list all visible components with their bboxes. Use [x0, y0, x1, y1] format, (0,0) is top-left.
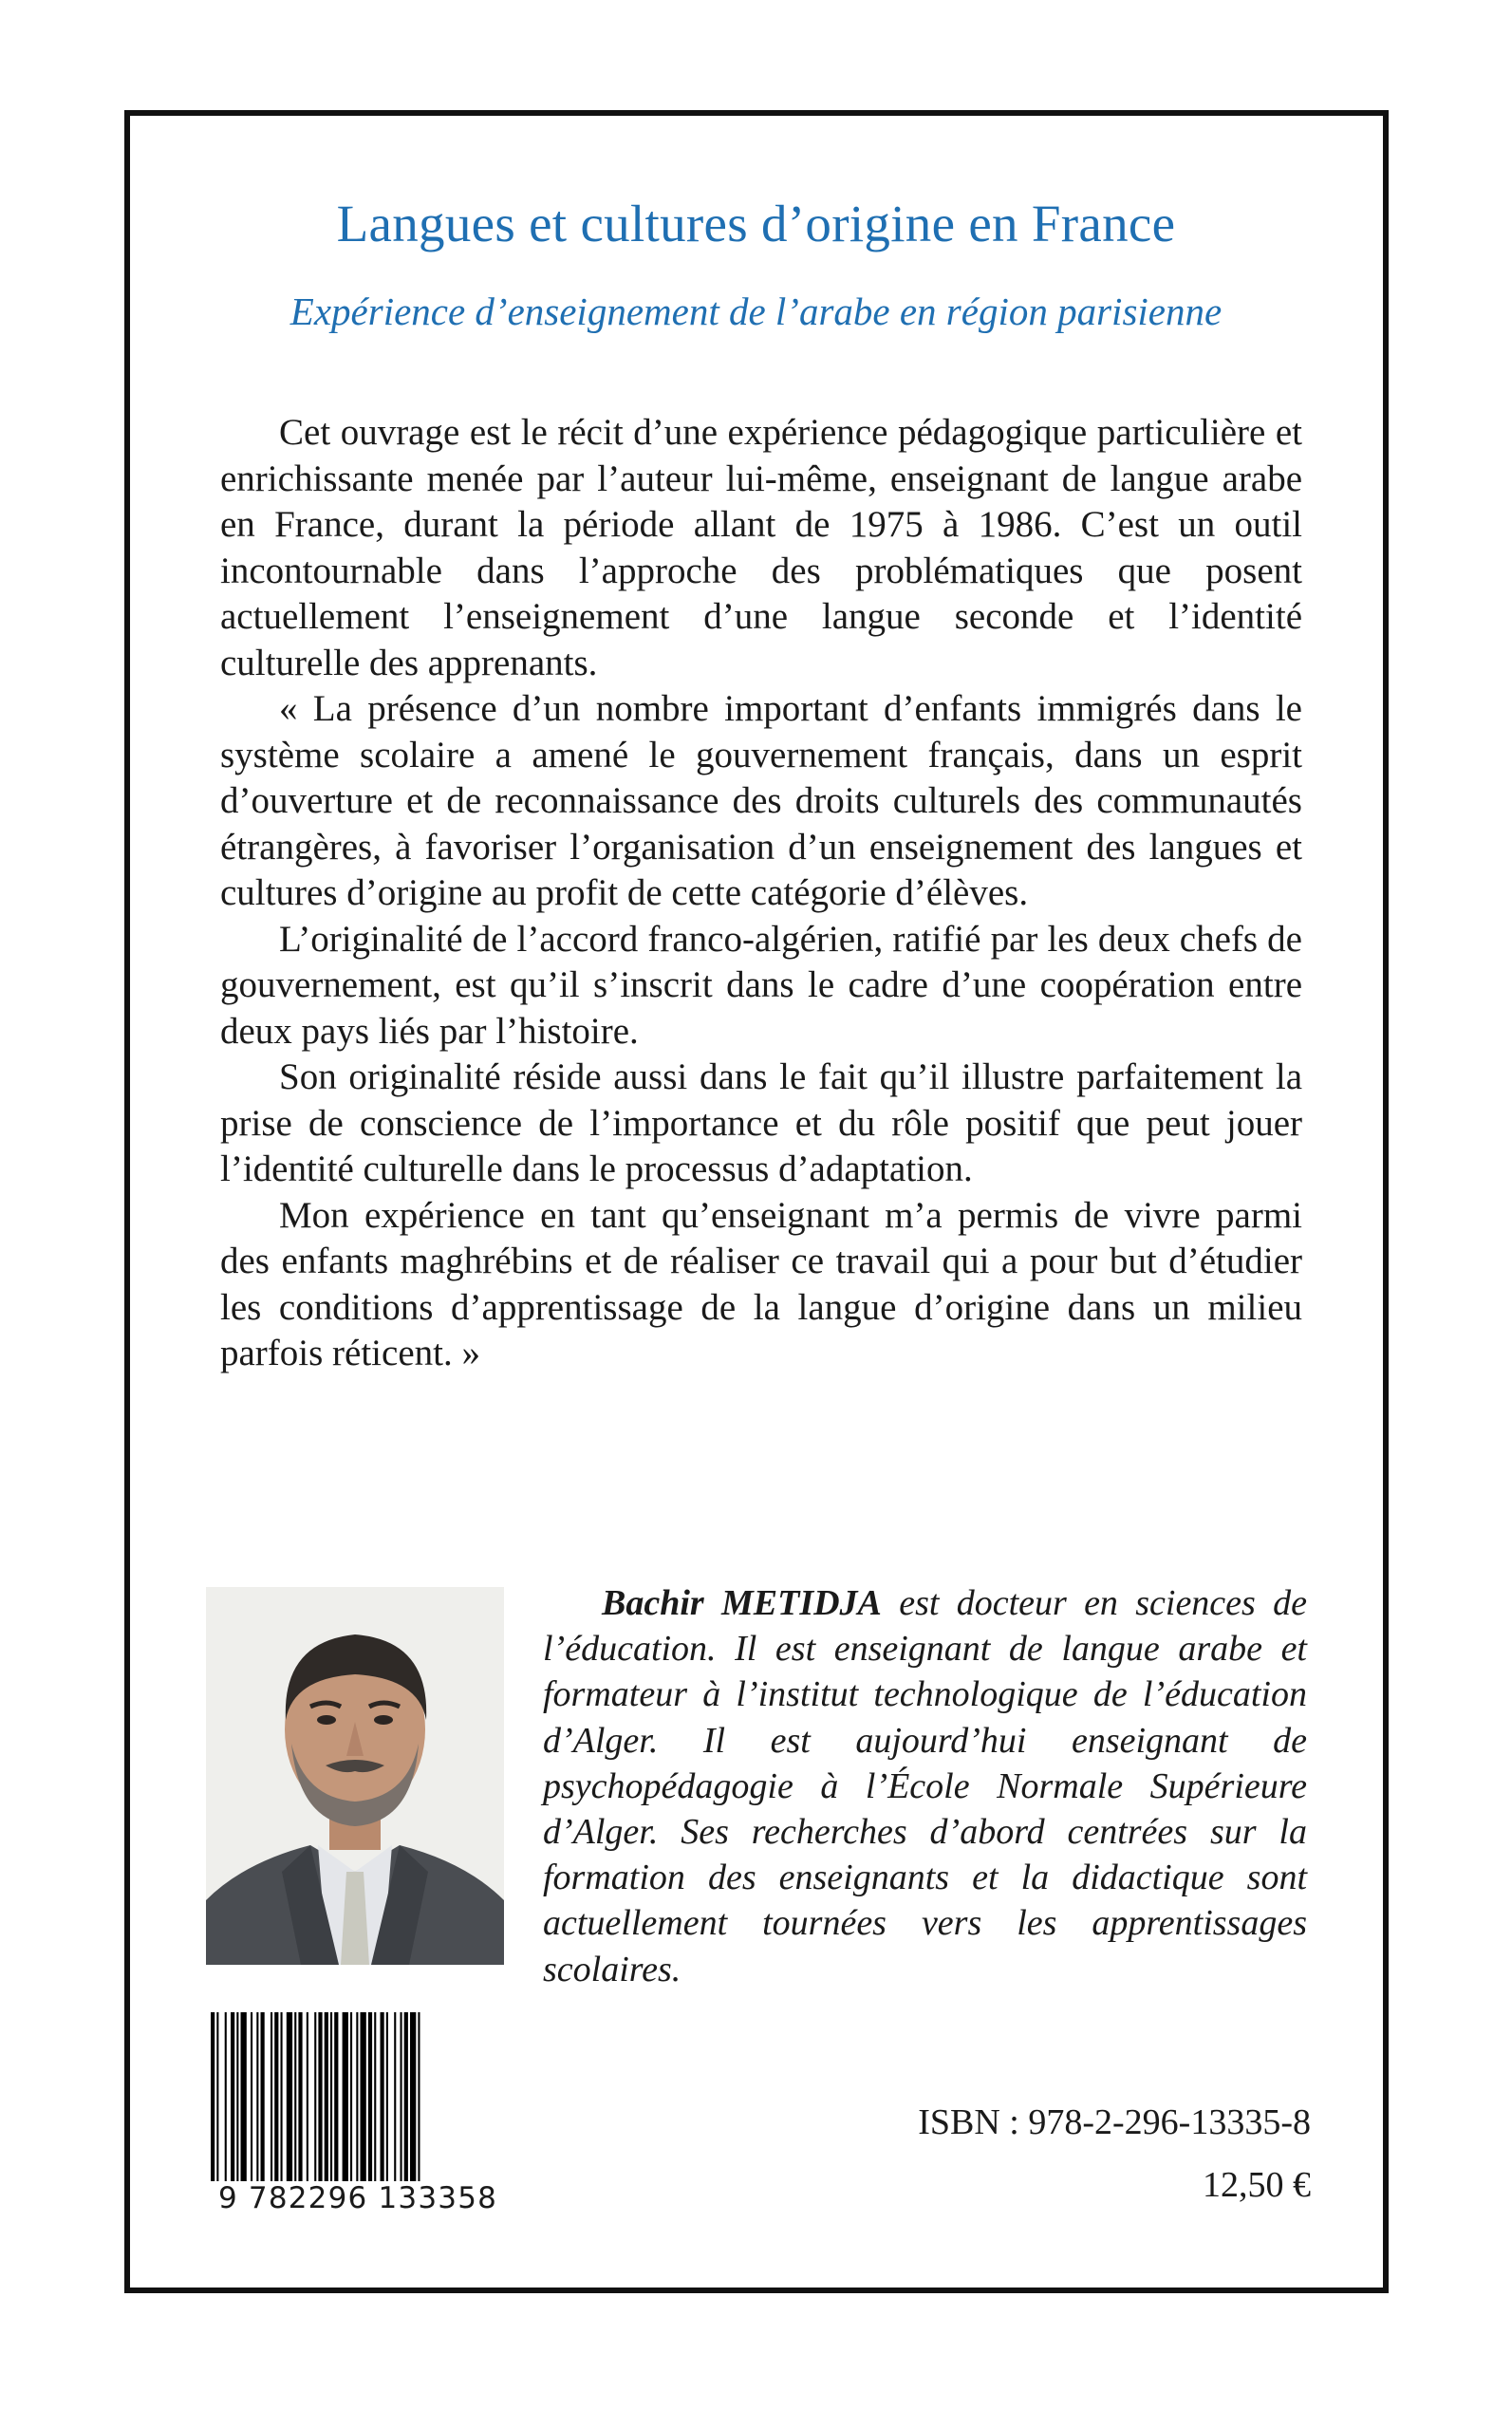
barcode-bar [294, 2012, 296, 2181]
barcode-bar [325, 2012, 328, 2181]
author-bio-text: est docteur en sciences de l’éducation. Il est enseignant de langue arabe et formateur à l’institut technologique de l’éducation d’Alger. Il est aujourd’hui enseignant de psychopédagogie à l’École Normale Supérieure d’Alger. Ses recherches d’abord centrées sur la formation des enseignants et la didactique sont actuellement tournées vers les apprentissages scolaires. [543, 1583, 1307, 1989]
barcode-bar [307, 2012, 308, 2181]
summary-text [220, 410, 1302, 1377]
author-bio [543, 1580, 1307, 1992]
barcode-bar [368, 2012, 372, 2181]
summary-paragraph: Cet ouvrage est le récit d’une expérience pédagogique particulière et enrichissante menée par l’auteur lui-même, enseignant de langue arabe en France, durant la période allant de 1975 à 1986. C’est un outil incontournable dans l’approche des problématiques que posent actuellement l’enseignement d’une langue seconde et l’identité culturelle des apprenants. [220, 412, 1302, 683]
summary-paragraph: L’originalité de l’accord franco-algérien, ratifié par les deux chefs de gouvernement, est qu’il s’inscrit dans le cadre d’une coopération entre deux pays liés par l’histoire. [220, 918, 1302, 1052]
book-title: Langues et cultures d’origine en France [336, 195, 1176, 252]
barcode-bar [318, 2012, 322, 2181]
price: 12,50 € [1203, 2165, 1311, 2205]
isbn: ISBN : 978-2-296-13335-8 [918, 2102, 1311, 2142]
barcode-bar [274, 2012, 278, 2181]
barcode-image [207, 2012, 509, 2181]
summary-paragraph: « La présence d’un nombre important d’enfants immigrés dans le système scolaire a amené le gouvernement français, dans un esprit d’ouverture et de reconnaissance des droits culturels des communautés étrangères, à favoriser l’organisation d’un enseignement des langues et cultures d’origine au profit de cette catégorie d’élèves. [220, 688, 1302, 913]
barcode-bar [374, 2012, 376, 2181]
barcode-bar [334, 2012, 338, 2181]
author-portrait-image [206, 1587, 504, 1965]
barcode-bar [287, 2012, 292, 2181]
barcode-bar [225, 2012, 227, 2181]
barcode-bar [216, 2012, 218, 2181]
barcode-bar [386, 2012, 388, 2181]
barcode-bar [251, 2012, 252, 2181]
barcode-bar [343, 2012, 348, 2181]
book-subtitle: Expérience d’enseignement de l’arabe en région parisienne [289, 289, 1223, 333]
barcode-bar [330, 2012, 332, 2181]
barcode-bar [350, 2012, 352, 2181]
barcode-bar [281, 2012, 283, 2181]
author-photo [206, 1587, 504, 1965]
barcode-bar [404, 2012, 408, 2181]
barcode-bar [418, 2012, 420, 2181]
barcode-bar [314, 2012, 316, 2181]
barcode-bar [361, 2012, 366, 2181]
barcode-bar [211, 2012, 215, 2181]
barcode-bar [231, 2012, 234, 2181]
author-name: Bachir METIDJA [602, 1583, 882, 1623]
barcode-bar [298, 2012, 302, 2181]
barcode-bar [410, 2012, 416, 2181]
barcode-bar [236, 2012, 238, 2181]
barcode-bar [241, 2012, 247, 2181]
barcode-bar [394, 2012, 396, 2181]
barcode-bar [381, 2012, 384, 2181]
summary-paragraph: Son originalité réside aussi dans le fait qu’il illustre parfaitement la prise de conscience de l’importance et du rôle positif que peut jouer l’identité culturelle dans le processus d’adaptation. [220, 1056, 1302, 1189]
summary-paragraph: Mon expérience en tant qu’enseignant m’a permis de vivre parmi des enfants maghrébins et de réaliser ce travail qui a pour but d’étudier les conditions d’apprentissage de la langue d’origine dans un milieu parfois réticent. » [220, 1194, 1302, 1373]
barcode-bar [271, 2012, 272, 2181]
barcode-bar [256, 2012, 258, 2181]
barcode-digits: 9 782296 133358 [217, 2181, 498, 2215]
barcode-bar [401, 2012, 402, 2181]
barcode-bar [261, 2012, 265, 2181]
barcode-bar [356, 2012, 358, 2181]
